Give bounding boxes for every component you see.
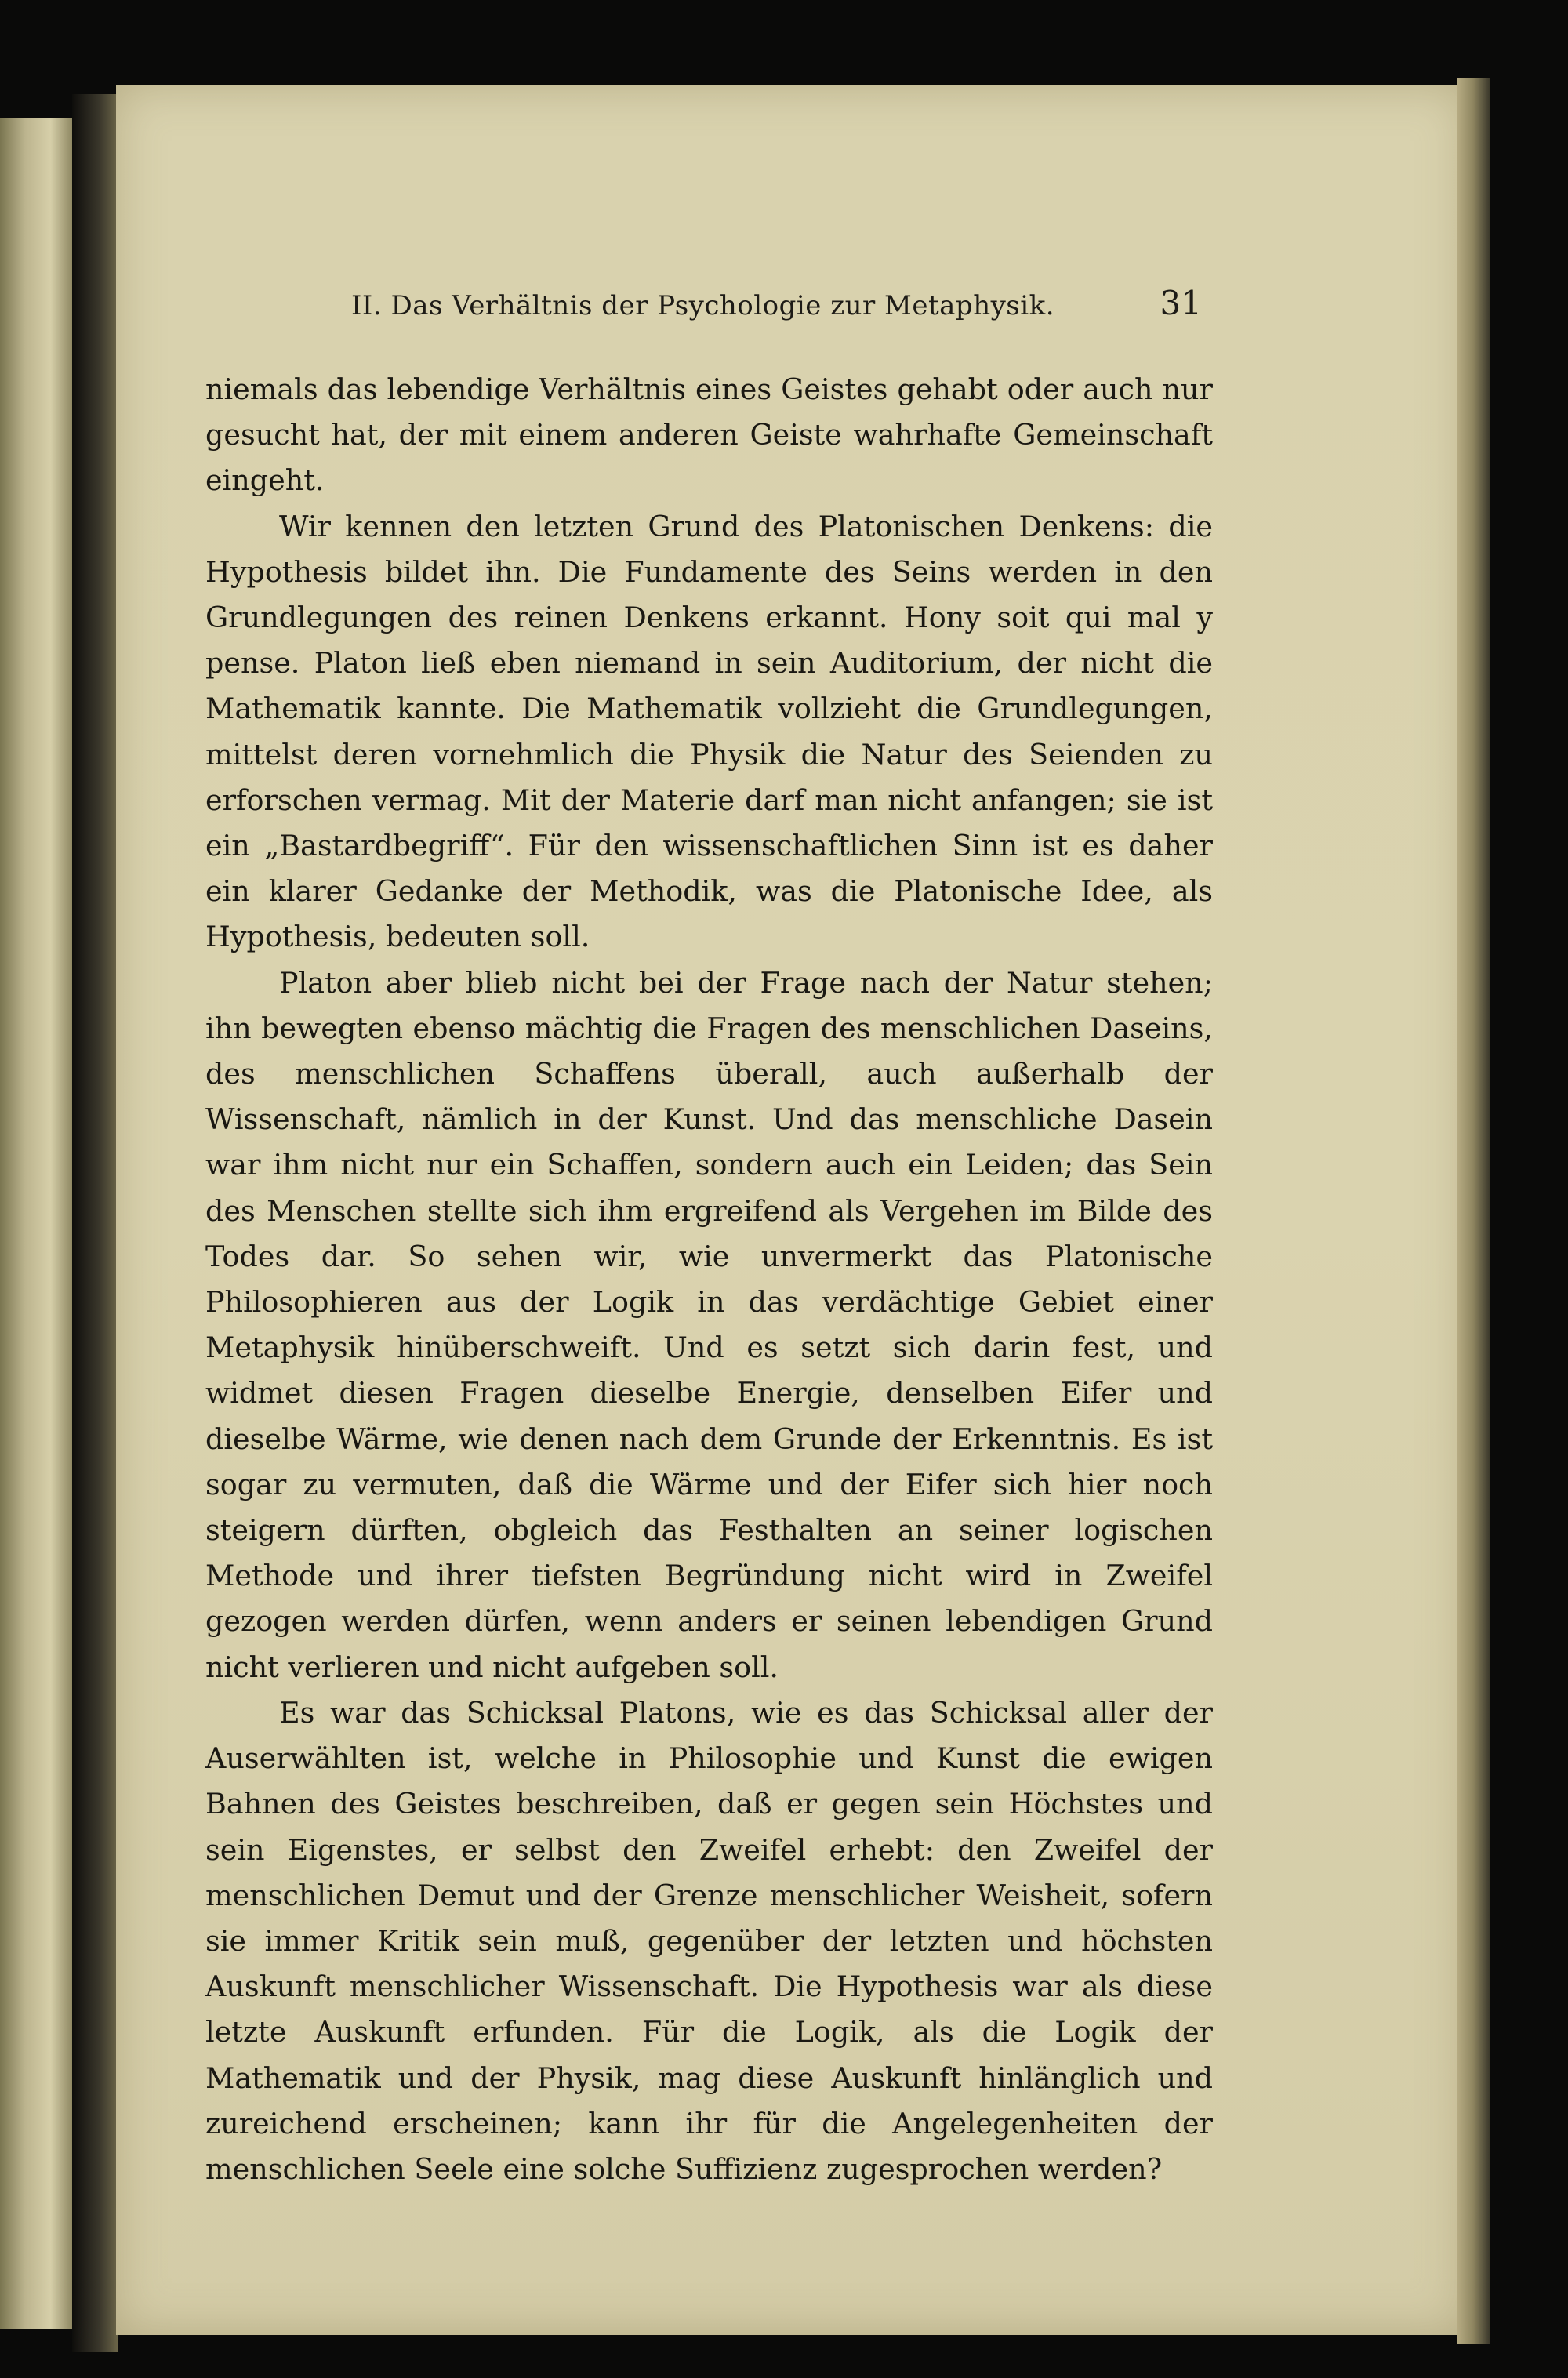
paragraph: Wir kennen den letzten Grund des Platonischen Denkens: die Hypothesis bildet ihn. Die Fundamente des Seins werden in den Grundlegungen des reinen Denkens erkannt. Hony soit qui mal y pense. Platon ließ eben niemand in sein Auditorium, der nicht die Mathematik kannte. Die Mathematik vollzieht die Grundlegungen, mittelst deren vornehmlich die Physik die Natur des Seienden zu erforschen vermag. Mit der Materie darf man nicht anfangen; sie ist ein „Bastardbegriff“. Für den wissenschaftlichen Sinn ist es daher ein klarer Gedanke der Methodik, was die Platonische Idee, als Hypothesis, bedeuten soll. xyxy=(205,509,1213,954)
page-number: 31 xyxy=(1160,284,1202,322)
body-text xyxy=(205,367,1213,2192)
page-stack-edge xyxy=(1457,78,1490,2344)
paragraph: Es war das Schicksal Platons, wie es das Schicksal aller der Auserwählten ist, welche in Philosophie und Kunst die ewigen Bahnen des Geistes beschreiben, daß er gegen sein Höchstes und sein Eigenstes, er selbst den Zweifel erhebt: den Zweifel der menschlichen Demut und der Grenze menschlicher Weisheit, sofern sie immer Kritik sein muß, gegenüber der letzten und höchsten Auskunft menschlicher Wissenschaft. Die Hypothesis war als diese letzte Auskunft erfunden. Für die Logik, als die Logik der Mathematik und der Physik, mag diese Auskunft hinlänglich und zureichend erscheinen; kann ihr für die Angelegenheiten der menschlichen Seele eine solche Suffizienz zugesprochen werden? xyxy=(205,1695,1213,2186)
facing-page-edge xyxy=(0,118,72,2329)
running-header xyxy=(351,284,1202,331)
gutter-shadow xyxy=(72,94,118,2352)
paragraph: niemals das lebendige Verhältnis eines Geistes gehabt oder auch nur gesucht hat, der mit einem anderen Geiste wahrhafte Gemeinschaft eingeht. xyxy=(205,372,1213,498)
running-title: II. Das Verhältnis der Psychologie zur Metaphysik. xyxy=(351,290,1055,321)
paragraph: Platon aber blieb nicht bei der Frage nach der Natur stehen; ihn bewegten ebenso mächtig die Fragen des menschlichen Daseins, des menschlichen Schaffens überall, auch außerhalb der Wissenschaft, nämlich in der Kunst. Und das menschliche Dasein war ihm nicht nur ein Schaffen, sondern auch ein Leiden; das Sein des Menschen stellte sich ihm ergreifend als Vergehen im Bilde des Todes dar. So sehen wir, wie unvermerkt das Platonische Philosophieren aus der Logik in das verdächtige Gebiet einer Metaphysik hinüberschweift. Und es setzt sich darin fest, und widmet diesen Fragen dieselbe Energie, denselben Eifer und dieselbe Wärme, wie denen nach dem Grunde der Erkenntnis. Es ist sogar zu vermuten, daß die Wärme und der Eifer sich hier noch steigern dürften, obgleich das Festhalten an seiner logischen Methode und ihrer tiefsten Begründung nicht wird in Zweifel gezogen werden dürfen, wenn anders er seinen lebendigen Grund nicht verlieren und nicht aufgeben soll. xyxy=(205,965,1213,1684)
